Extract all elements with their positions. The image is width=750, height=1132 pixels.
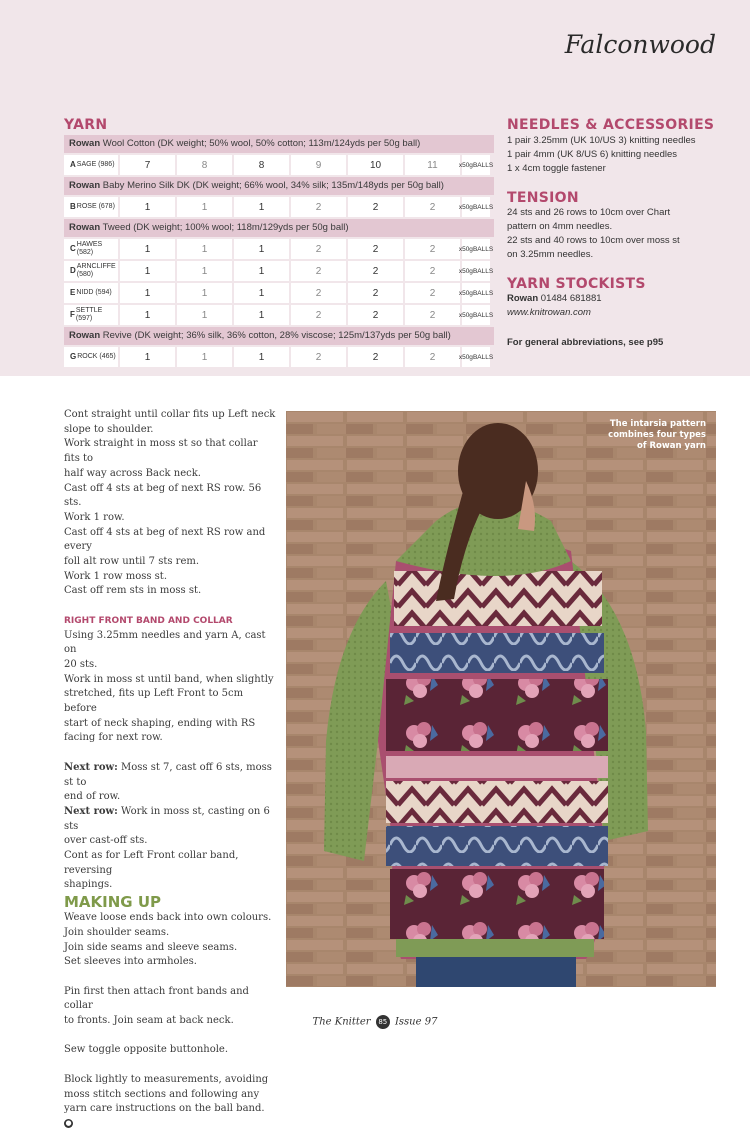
text-line: Block lightly to measurements, avoiding xyxy=(64,1073,269,1085)
yarn-quantity: 2 xyxy=(348,261,403,281)
text-line: half way across Back neck. xyxy=(64,467,201,479)
text-line: moss stitch sections and following any xyxy=(64,1088,260,1100)
yarn-quantity: 1 xyxy=(120,261,175,281)
text-line: Cast off 4 sts at beg of next RS row and every xyxy=(64,526,266,553)
text-line: 20 sts. xyxy=(64,658,98,670)
unit-line: BALLS xyxy=(472,353,494,361)
abbreviations-note: For general abbreviations, see p95 xyxy=(507,337,664,348)
needles-heading: NEEDLES & ACCESSORIES xyxy=(507,117,715,133)
text-line: stretched, fits up Left Front to 5cm before xyxy=(64,688,244,715)
text-line: Cont straight until collar fits up Left neck xyxy=(64,409,276,420)
yarn-quantity: 1 xyxy=(120,197,175,217)
text-line: Work in moss st until band, when slightly xyxy=(64,673,274,685)
yarn-brand: Rowan xyxy=(69,138,101,149)
needles-list xyxy=(507,134,722,176)
yarn-row xyxy=(64,347,494,367)
text-line: Join shoulder seams. xyxy=(64,926,170,938)
yarn-shade-label xyxy=(64,239,118,259)
yarn-quantity: 2 xyxy=(405,283,460,303)
yarn-quantity: 8 xyxy=(234,155,289,175)
yarn-row xyxy=(64,197,494,217)
yarn-shade-label xyxy=(64,197,118,217)
yarn-group-header xyxy=(64,177,494,195)
yarn-unit xyxy=(458,239,494,259)
unit-line: BALLS xyxy=(472,311,494,319)
yarn-quantity: 8 xyxy=(177,155,232,175)
yarn-quantity: 2 xyxy=(291,197,346,217)
yarn-quantity: 1 xyxy=(177,305,232,325)
yarn-quantity: 2 xyxy=(348,283,403,303)
yarn-brand: Rowan xyxy=(69,180,101,191)
yarn-shade-label xyxy=(64,347,118,367)
yarn-brand: Rowan xyxy=(69,330,101,341)
text-line: Set sleeves into armholes. xyxy=(64,956,197,968)
yarn-quantity: 1 xyxy=(177,347,232,367)
text-line: Sew toggle opposite buttonhole. xyxy=(64,1044,229,1056)
sweater-illustration xyxy=(286,411,716,987)
yarn-shade: ROCK (465) xyxy=(77,353,116,360)
text-line: Cast off rem sts in moss st. xyxy=(64,585,202,597)
text-line: over cast-off sts. xyxy=(64,835,148,847)
yarn-row xyxy=(64,239,494,259)
text-line: Moss st 7, cast off 6 sts, moss st to xyxy=(64,761,272,788)
yarn-shade: NIDD (594) xyxy=(76,289,112,296)
yarn-quantity: 2 xyxy=(348,239,403,259)
yarn-quantity: 2 xyxy=(405,239,460,259)
yarn-letter: G xyxy=(70,352,77,361)
text-line: shapings. xyxy=(64,879,113,891)
issue-number: Issue 97 xyxy=(394,1016,438,1028)
tension-text xyxy=(507,206,722,262)
pattern-title: Falconwood xyxy=(564,30,716,59)
yarn-quantity: 2 xyxy=(348,197,403,217)
yarn-letter: B xyxy=(70,202,76,211)
end-mark-icon: ● xyxy=(65,1118,72,1127)
yarn-shade-label xyxy=(64,305,118,325)
yarn-quantity: 1 xyxy=(120,283,175,303)
yarn-quantity: 11 xyxy=(405,155,460,175)
needles-line: 1 pair 3.25mm (UK 10/US 3) knitting needles xyxy=(507,135,696,146)
stockists-heading: YARN STOCKISTS xyxy=(507,276,646,292)
yarn-unit xyxy=(458,155,494,175)
magazine-name: The Knitter xyxy=(312,1016,371,1028)
yarn-quantity: 1 xyxy=(177,261,232,281)
yarn-letter: F xyxy=(70,310,75,319)
text-line: start of neck shaping, ending with RS xyxy=(64,717,256,729)
yarn-quantity: 2 xyxy=(291,305,346,325)
yarn-shade-label xyxy=(64,261,118,281)
yarn-row xyxy=(64,283,494,303)
text-line: yarn care instructions on the ball band. xyxy=(64,1103,265,1115)
text-line: Work 1 row moss st. xyxy=(64,570,167,582)
yarn-shade-label xyxy=(64,155,118,175)
yarn-quantity: 2 xyxy=(405,261,460,281)
yarn-letter: D xyxy=(70,266,76,275)
yarn-unit xyxy=(458,261,494,281)
yarn-quantity: 1 xyxy=(177,283,232,303)
caption-line: combines four types xyxy=(608,430,706,440)
photo-caption xyxy=(586,419,706,452)
unit-line: BALLS xyxy=(472,203,494,211)
yarn-quantity: 1 xyxy=(234,347,289,367)
yarn-letter: A xyxy=(70,160,76,169)
making-up-heading: MAKING UP xyxy=(64,893,162,912)
unit-line: BALLS xyxy=(472,267,494,275)
yarn-description: Revive (DK weight; 36% silk, 36% cotton, 28% viscose; 125m/137yds per 50g ball) xyxy=(100,330,451,341)
yarn-group-header xyxy=(64,135,494,153)
yarn-quantity: 2 xyxy=(291,347,346,367)
stockist-brand: Rowan xyxy=(507,293,539,304)
unit-line: BALLS xyxy=(472,245,494,253)
unit-line: x50g xyxy=(458,161,473,169)
yarn-quantity: 1 xyxy=(234,197,289,217)
text-line: Join side seams and sleeve seams. xyxy=(64,941,238,953)
text-line: end of row. xyxy=(64,791,121,803)
yarn-description: Tweed (DK weight; 100% wool; 118m/129yds per 50g ball) xyxy=(100,222,349,233)
unit-line: x50g xyxy=(458,203,473,211)
yarn-quantity: 9 xyxy=(291,155,346,175)
yarn-letter: C xyxy=(70,244,76,253)
yarn-unit xyxy=(458,197,494,217)
needles-line: 1 pair 4mm (UK 8/US 6) knitting needles xyxy=(507,149,678,160)
yarn-quantity: 2 xyxy=(291,261,346,281)
yarn-shade: ROSE (678) xyxy=(76,203,115,210)
yarn-quantity: 1 xyxy=(177,239,232,259)
yarn-quantity: 2 xyxy=(348,347,403,367)
unit-line: x50g xyxy=(458,245,473,253)
tension-line: on 3.25mm needles. xyxy=(507,249,594,260)
yarn-row xyxy=(64,261,494,281)
yarn-quantity: 1 xyxy=(120,347,175,367)
stockist-website[interactable]: www.knitrowan.com xyxy=(507,307,591,318)
text-line: foll alt row until 7 sts rem. xyxy=(64,556,200,568)
yarn-quantity: 2 xyxy=(405,197,460,217)
tension-line: 24 sts and 26 rows to 10cm over Chart xyxy=(507,207,671,218)
yarn-quantity: 2 xyxy=(291,239,346,259)
tension-line: pattern on 4mm needles. xyxy=(507,221,613,232)
yarn-shade-label xyxy=(64,283,118,303)
yarn-heading: YARN xyxy=(64,117,108,133)
yarn-quantity: 1 xyxy=(234,305,289,325)
yarn-unit xyxy=(458,283,494,303)
text-line: slope to shoulder. xyxy=(64,423,154,435)
yarn-quantity: 7 xyxy=(120,155,175,175)
unit-line: x50g xyxy=(458,289,473,297)
yarn-shade: HAWES (582) xyxy=(76,241,103,256)
tension-heading: TENSION xyxy=(507,190,579,206)
text-line: Pin first then attach front bands and collar xyxy=(64,985,249,1012)
yarn-row xyxy=(64,305,494,325)
unit-line: x50g xyxy=(458,311,473,319)
text-line: Weave loose ends back into own colours. xyxy=(64,912,272,924)
caption-line: of Rowan yarn xyxy=(636,441,706,451)
yarn-group-header xyxy=(64,219,494,237)
yarn-row xyxy=(64,155,494,175)
yarn-quantity: 2 xyxy=(348,305,403,325)
yarn-unit xyxy=(458,347,494,367)
yarn-table xyxy=(64,135,494,369)
caption-line: The intarsia pattern xyxy=(609,419,706,429)
page-footer xyxy=(0,1015,750,1029)
text-line: Cont as for Left Front collar band, reversing xyxy=(64,850,239,876)
unit-line: x50g xyxy=(458,267,473,275)
yarn-quantity: 1 xyxy=(234,283,289,303)
yarn-quantity: 1 xyxy=(177,197,232,217)
yarn-group-header xyxy=(64,327,494,345)
yarn-quantity: 1 xyxy=(234,239,289,259)
yarn-letter: E xyxy=(70,288,76,297)
yarn-shade: SAGE (986) xyxy=(76,161,115,168)
yarn-quantity: 1 xyxy=(120,239,175,259)
needles-line: 1 x 4cm toggle fastener xyxy=(507,163,606,174)
text-line: Cast off 4 sts at beg of next RS row. 56 sts. xyxy=(64,482,262,509)
yarn-brand: Rowan xyxy=(69,222,101,233)
next-row-label: Next row: xyxy=(64,761,118,773)
text-line: Work straight in moss st so that collar fits to xyxy=(64,438,258,465)
yarn-quantity: 2 xyxy=(291,283,346,303)
model-photo xyxy=(286,411,716,987)
yarn-quantity: 2 xyxy=(405,305,460,325)
stockist-phone: 01484 681881 xyxy=(538,293,602,304)
tension-line: 22 sts and 40 rows to 10cm over moss st xyxy=(507,235,680,246)
text-line: to fronts. Join seam at back neck. xyxy=(64,1015,234,1027)
unit-line: BALLS xyxy=(472,289,494,297)
text-line: Work 1 row. xyxy=(64,511,125,523)
unit-line: BALLS xyxy=(472,161,494,169)
yarn-quantity: 1 xyxy=(234,261,289,281)
yarn-quantity: 10 xyxy=(348,155,403,175)
yarn-quantity: 1 xyxy=(120,305,175,325)
text-line: Work in moss st, casting on 6 sts xyxy=(64,805,270,832)
stockists-info xyxy=(507,292,722,320)
yarn-shade: SETTLE (597) xyxy=(75,307,103,322)
band-heading: RIGHT FRONT BAND AND COLLAR xyxy=(64,615,233,626)
yarn-description: Wool Cotton (DK weight; 50% wool, 50% cotton; 113m/124yds per 50g ball) xyxy=(100,138,421,149)
yarn-description: Baby Merino Silk DK (DK weight; 66% wool, 34% silk; 135m/148yds per 50g ball) xyxy=(100,180,444,191)
next-row-label: Next row: xyxy=(64,805,118,817)
unit-line: x50g xyxy=(458,353,473,361)
yarn-quantity: 2 xyxy=(405,347,460,367)
page-number: 85 xyxy=(376,1015,390,1029)
yarn-unit xyxy=(458,305,494,325)
text-line: Using 3.25mm needles and yarn A, cast on xyxy=(64,629,266,656)
text-line: facing for next row. xyxy=(64,732,163,744)
yarn-shade: ARNCLIFFE (580) xyxy=(76,263,116,278)
